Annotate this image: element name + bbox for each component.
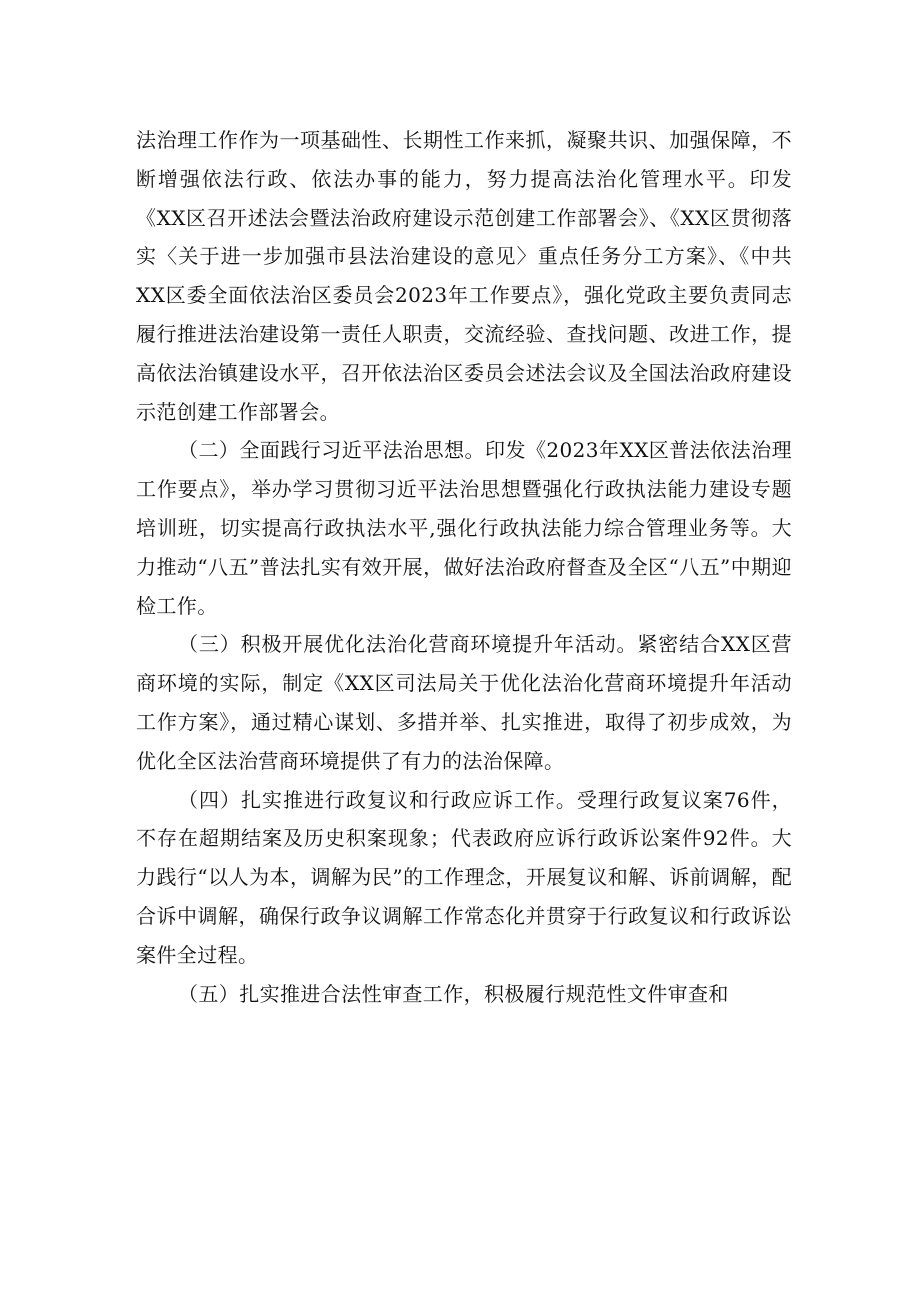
paragraph-section-3: （三）积极开展优化法治化营商环境提升年活动。紧密结合XX区营商环境的实际，制定《XX区司法局关于优化法治化营商环境提升年活动工作方案》，通过精心谋划、多措并举、扎实推进，取得了初步成效，为优化全区法治营商环境提供了有力的法治保障。 [136, 632, 792, 773]
paragraph-section-2: （二）全面践行习近平法治思想。印发《2023年XX区普法依法治理工作要点》，举办学习贯彻习近平法治思想暨强化行政执法能力建设专题培训班，切实提高行政执法水平,强化行政执法能力综合管理业务等。大力推动“八五”普法扎实有效开展，做好法治政府督查及全区“八五”中期迎检工作。 [136, 438, 792, 618]
paragraph-section-4: （四）扎实推进行政复议和行政应诉工作。受理行政复议案76件，不存在超期结案及历史积案现象；代表政府应诉行政诉讼案件92件。大力践行“以人为本，调解为民”的工作理念，开展复议和解、诉前调解，配合诉中调解，确保行政争议调解工作常态化并贯穿于行政复议和行政诉讼案件全过程。 [136, 787, 792, 967]
paragraph-continued: 法治理工作作为一项基础性、长期性工作来抓，凝聚共识、加强保障，不断增强依法行政、依法办事的能力，努力提高法治化管理水平。印发《XX区召开述法会暨法治政府建设示范创建工作部署会》、《XX区贯彻落实〈关于进一步加强市县法治建设的意见〉重点任务分工方案》、《中共XX区委全面依法治区委员会2023年工作要点》，强化党政主要负责同志履行推进法治建设第一责任人职责，交流经验、查找问题、改进工作，提高依法治镇建设水平，召开依法治区委员会述法会议及全国法治政府建设示范创建工作部署会。 [136, 128, 792, 424]
paragraph-section-5: （五）扎实推进合法性审查工作，积极履行规范性文件审查和 [178, 981, 729, 1006]
document-body [136, 121, 792, 1013]
